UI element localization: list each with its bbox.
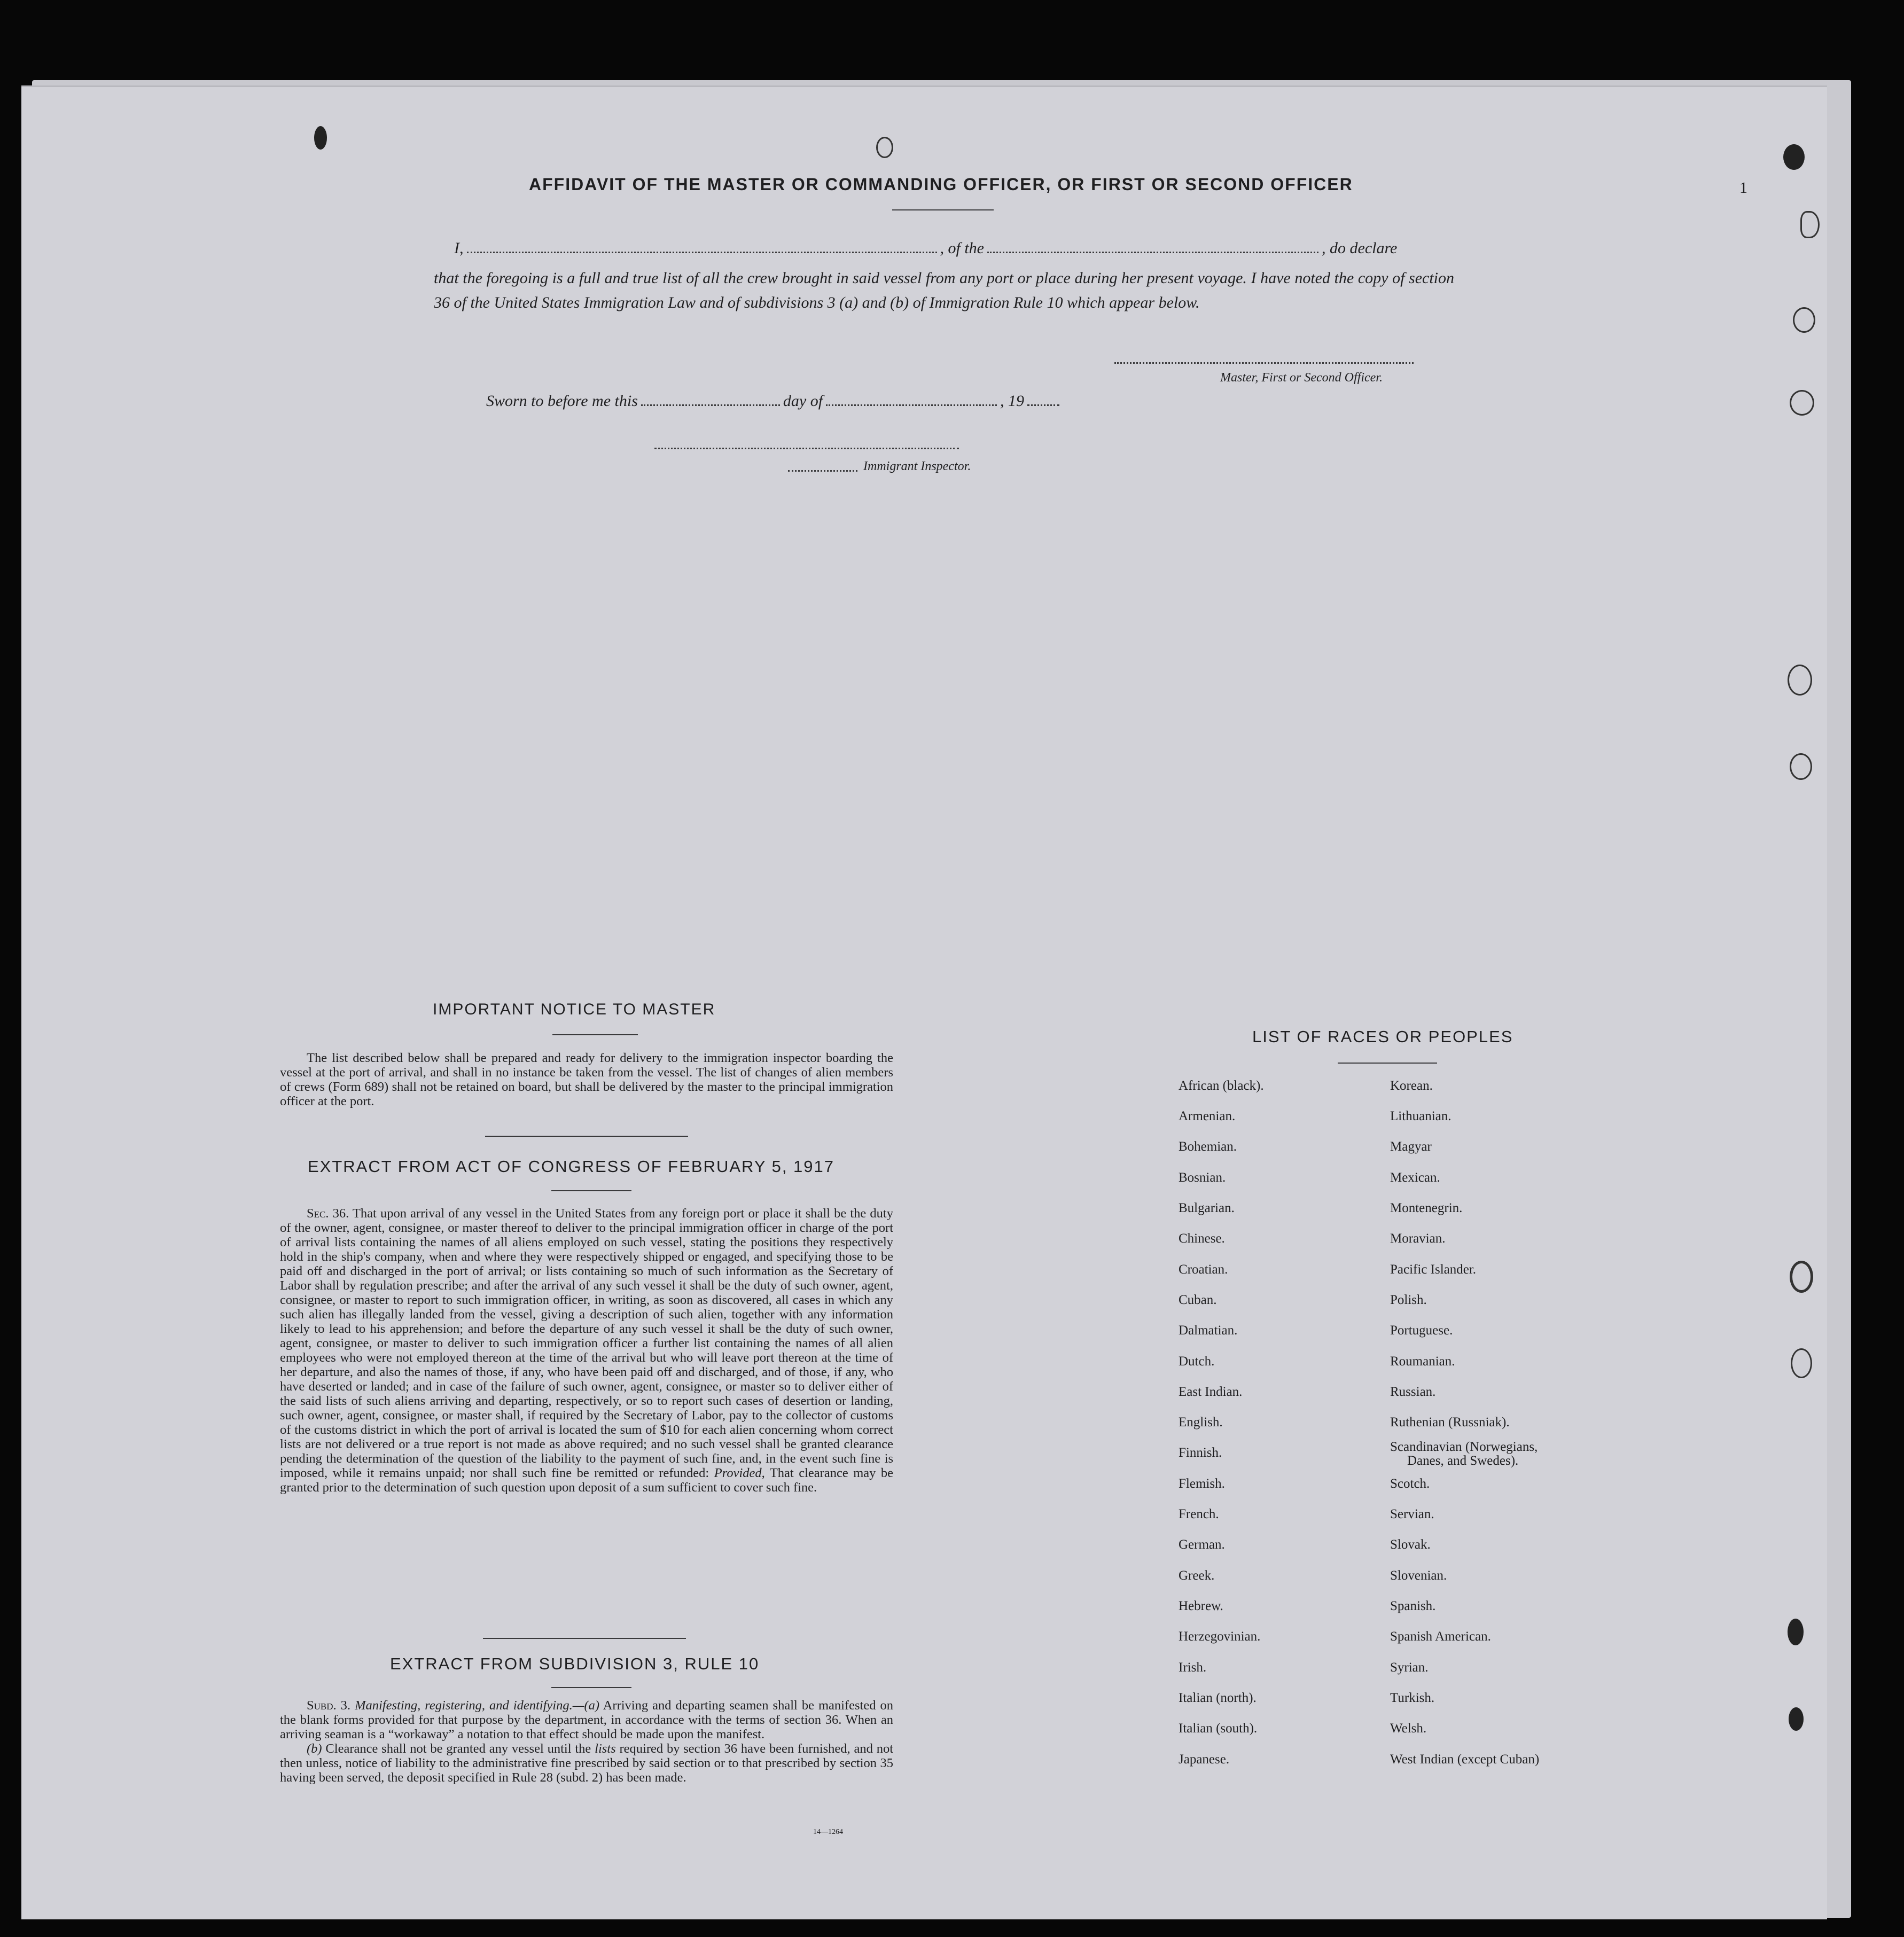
affidavit-declaration-line <box>454 239 1453 257</box>
sec-36-text <box>280 1206 893 1495</box>
race-left-10: East Indian. <box>1179 1385 1243 1399</box>
race-right-9: Roumanian. <box>1390 1354 1455 1369</box>
race-left-0: African (black). <box>1179 1079 1264 1093</box>
extract-rule-rule <box>551 1687 631 1688</box>
race-left-16: Greek. <box>1179 1568 1215 1583</box>
vessel-label: , of the <box>940 239 984 257</box>
notice-title-rule <box>552 1034 638 1035</box>
sec-36-label: Sec. 36. <box>307 1206 349 1221</box>
affidavit-title: AFFIDAVIT OF THE MASTER OR COMMANDING OFFICER, OR FIRST OR SECOND OFFICER <box>529 175 1353 194</box>
affidavit-title-rule <box>892 209 994 210</box>
hole-right-7 <box>1790 1261 1813 1293</box>
master-signature-caption: Master, First or Second Officer. <box>1220 371 1383 385</box>
subd-b-body-2: required by section 36 have been furnished, and not then unless, notice of liability to the administrative fine prescribed by said section or to that prescribed by section 35 having been served, the deposit specified in Rule 28 (subd. 2) has been made. <box>280 1741 894 1785</box>
subd-3-label: Subd. 3. <box>307 1698 351 1713</box>
hole-mark-right-1 <box>1783 144 1805 170</box>
race-left-9: Dutch. <box>1179 1354 1215 1369</box>
inspector-signature-field[interactable] <box>654 448 959 449</box>
race-right-15: Slovak. <box>1390 1537 1431 1552</box>
race-right-5: Moravian. <box>1390 1231 1446 1246</box>
inspector-signature-field-2[interactable] <box>788 470 857 472</box>
race-left-13: Flemish. <box>1179 1477 1225 1491</box>
notice-title: IMPORTANT NOTICE TO MASTER <box>433 1001 716 1018</box>
extract-act-end-rule <box>483 1638 686 1639</box>
subd-3-heading: Manifesting, registering, and identifying.—(a) <box>355 1698 600 1713</box>
hole-mark-right-9 <box>1788 1619 1804 1645</box>
extract-rule-body <box>280 1698 893 1785</box>
race-left-11: English. <box>1179 1415 1223 1430</box>
affidavit-body: that the foregoing is a full and true list of all the crew brought in said vessel from any port or place during her present voyage. I have noted the copy of section 36 of the United States Immigration Law and of subdivisions 3 (a) and (b) of Immigration Rule 10 which appear below. <box>434 269 1454 311</box>
race-right-21: Welsh. <box>1390 1721 1427 1736</box>
race-right-10: Russian. <box>1390 1385 1436 1399</box>
subd-b-label: (b) <box>307 1741 322 1756</box>
day-of-label: day of <box>783 392 823 410</box>
sworn-line <box>486 392 1063 410</box>
hole-mark-right-10 <box>1789 1707 1804 1731</box>
sworn-day-field[interactable] <box>641 404 780 406</box>
subd-b-body-1: Clearance shall not be granted any vessel until the <box>325 1741 591 1756</box>
master-signature-field[interactable] <box>1114 362 1414 364</box>
race-right-12-cont: Danes, and Swedes). <box>1407 1454 1519 1468</box>
notice-text: The list described below shall be prepared and ready for delivery to the immigration inspector boarding the vessel at the port of arrival, and shall in no instance be taken from the vessel. The list of changes of alien members of crews (Form 689) shall not be retained on board, but shall be delivered by the master to the principal immigration officer at the port. <box>280 1051 893 1108</box>
hole-top-center <box>876 137 893 158</box>
race-right-11: Ruthenian (Russniak). <box>1390 1415 1510 1430</box>
race-right-16: Slovenian. <box>1390 1568 1447 1583</box>
hole-mark-top-left <box>314 126 327 150</box>
page-mark: 1 <box>1739 179 1747 197</box>
inspector-caption: Immigrant Inspector. <box>863 459 971 473</box>
notice-body <box>280 1051 893 1108</box>
subd-b-lists: lists <box>595 1741 616 1756</box>
race-right-8: Portuguese. <box>1390 1323 1453 1338</box>
race-right-19: Syrian. <box>1390 1660 1429 1675</box>
race-right-14: Servian. <box>1390 1507 1434 1521</box>
race-right-2: Magyar <box>1390 1139 1432 1154</box>
race-left-14: French. <box>1179 1507 1219 1521</box>
extract-act-title: EXTRACT FROM ACT OF CONGRESS OF FEBRUARY 5, 1917 <box>308 1157 835 1176</box>
subd-b-text <box>280 1741 893 1785</box>
race-left-8: Dalmatian. <box>1179 1323 1238 1338</box>
provided-label: Provided, <box>714 1466 765 1480</box>
vessel-name-field[interactable] <box>987 252 1318 253</box>
subd-3-text <box>280 1698 893 1741</box>
race-right-12: Scandinavian (Norwegians, <box>1390 1440 1538 1454</box>
form-number: 14—1264 <box>813 1828 843 1836</box>
race-left-21: Italian (south). <box>1179 1721 1258 1736</box>
extract-act-body <box>280 1206 893 1495</box>
race-right-7: Polish. <box>1390 1293 1427 1307</box>
extract-act-rule <box>551 1190 631 1191</box>
race-right-17: Spanish. <box>1390 1599 1436 1613</box>
race-right-3: Mexican. <box>1390 1170 1440 1185</box>
sworn-year-field[interactable] <box>1027 404 1059 406</box>
race-left-19: Irish. <box>1179 1660 1207 1675</box>
race-left-6: Croatian. <box>1179 1262 1228 1277</box>
hole-right-2 <box>1800 211 1820 238</box>
year-label: , 19 <box>1000 392 1025 410</box>
form-sheet <box>21 85 1827 1919</box>
hole-right-5 <box>1788 665 1812 696</box>
race-right-13: Scotch. <box>1390 1477 1430 1491</box>
hole-right-3 <box>1793 307 1815 333</box>
sworn-month-field[interactable] <box>826 404 997 406</box>
race-left-18: Herzegovinian. <box>1179 1629 1261 1644</box>
race-left-2: Bohemian. <box>1179 1139 1237 1154</box>
race-left-15: German. <box>1179 1537 1225 1552</box>
race-left-1: Armenian. <box>1179 1109 1236 1123</box>
race-left-12: Finnish. <box>1179 1446 1222 1460</box>
race-right-1: Lithuanian. <box>1390 1109 1452 1123</box>
race-right-18: Spanish American. <box>1390 1629 1491 1644</box>
race-left-7: Cuban. <box>1179 1293 1217 1307</box>
declarant-label: I, <box>454 239 464 257</box>
races-title: LIST OF RACES OR PEOPLES <box>1252 1027 1513 1046</box>
hole-right-8 <box>1791 1348 1812 1378</box>
extract-rule-title: EXTRACT FROM SUBDIVISION 3, RULE 10 <box>390 1654 760 1673</box>
races-title-rule <box>1338 1063 1437 1064</box>
race-right-4: Montenegrin. <box>1390 1201 1463 1215</box>
race-left-17: Hebrew. <box>1179 1599 1223 1613</box>
notice-end-rule <box>485 1136 688 1137</box>
race-right-22: West Indian (except Cuban) <box>1390 1752 1540 1767</box>
race-left-5: Chinese. <box>1179 1231 1225 1246</box>
declarant-name-field[interactable] <box>467 252 937 253</box>
race-left-22: Japanese. <box>1179 1752 1230 1767</box>
race-right-6: Pacific Islander. <box>1390 1262 1477 1277</box>
hole-right-4 <box>1790 390 1814 416</box>
sworn-label: Sworn to before me this <box>486 392 638 410</box>
hole-right-6 <box>1790 753 1812 780</box>
sec-36-body: That upon arrival of any vessel in the United States from any foreign port or place it shall be the duty of the owner, agent, consignee, or master thereof to deliver to the principal immigration officer in charge of the port of arrival lists containing the names of all aliens employed on such vessel, stating the positions they respectively hold in the ship's company, when and where they were respectively shipped or engaged, and specifying those to be paid off and discharged in the port of arrival; or lists containing so much of such information as the Secretary of Labor shall by regulation prescribe; and after the arrival of any such vessel it shall be the duty of such owner, agent, consignee, or master to report to such immigration officer, in writing, as soon as discovered, all cases in which any such alien has illegally landed from the vessel, giving a description of such alien, together with any information likely to lead to his apprehension; and before the departure of any such vessel it shall be the duty of such owner, agent, consignee, or master to deliver to such immigration officer a further list containing the names of all alien employees who were not employed thereon at the time of the arrival but who will leave port thereon at the time of her departure, and also the names of those, if any, who have been paid off and discharged, and of those, if any, who have deserted or landed; and in case of the failure of such owner, agent, consignee, or master so to deliver either of the said lists of such aliens arriving and departing, respectively, or so to report such cases of desertion or landing, such owner, agent, consignee, or master shall, if required by the Secretary of Labor, pay to the collector of customs of the customs district in which the port of arrival is located the sum of $10 for each alien concerning whom correct lists are not delivered or a true report is not made as above required; and no such vessel shall be granted clearance pending the determination of the question of the liability to the payment of such fine, and, in the event such fine is imposed, while it remains unpaid; nor shall such fine be remitted or refunded: <box>280 1206 893 1480</box>
declare-label: , do declare <box>1322 239 1398 257</box>
race-right-0: Korean. <box>1390 1079 1433 1093</box>
race-left-4: Bulgarian. <box>1179 1201 1235 1215</box>
race-left-3: Bosnian. <box>1179 1170 1226 1185</box>
race-left-20: Italian (north). <box>1179 1691 1257 1705</box>
subd-3-body: Arriving and departing seamen shall be manifested on the blank forms provided for that purpose by the department, in accordance with the terms of section 36. When an arriving seaman is a “workaway” a notation to that effect should be made upon the manifest. <box>280 1698 893 1741</box>
race-right-20: Turkish. <box>1390 1691 1435 1705</box>
provided-body: That clearance may be granted prior to the determination of such question upon deposit of a sum sufficient to cover such fine. <box>280 1466 893 1495</box>
